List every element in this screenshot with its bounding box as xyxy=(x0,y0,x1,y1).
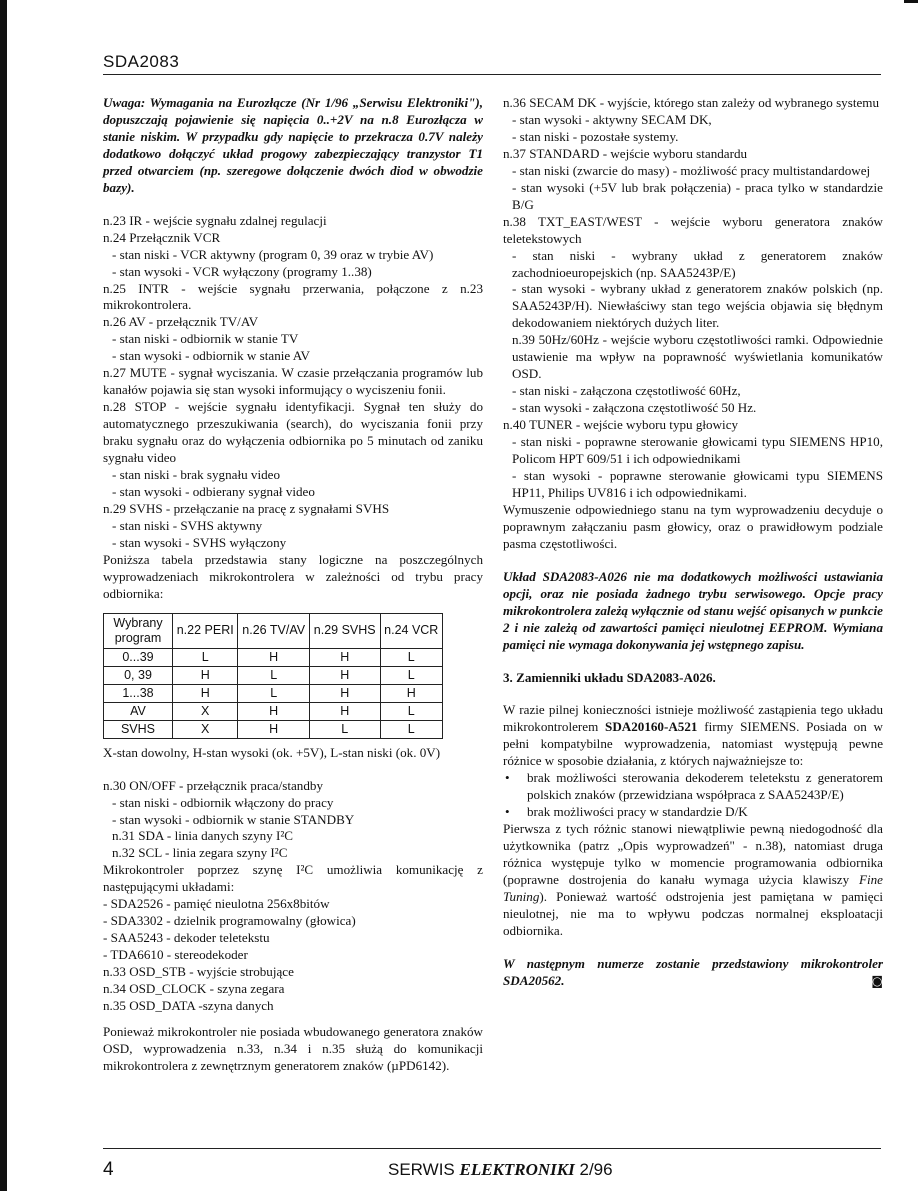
magazine-brand: ELEKTRONIKI xyxy=(459,1160,575,1179)
pin-n39: n.39 50Hz/60Hz - wejście wyboru częstotliwości ramki. Odpowiednie ustawienie ma wpływ na poprawność wyświetlania komunikatów OSD. xyxy=(512,332,883,382)
pin-n38-high: - stan wysoki - wybrany układ z generatorem znaków polskich (np. SAA5243P/H). Niewłaściwy stan tego wejścia objawia się błędnym dekodowaniem niektórych dużych liter. xyxy=(512,281,883,331)
pin-n28-low: - stan niski - brak sygnału video xyxy=(112,467,281,483)
pin-n28-high: - stan wysoki - odbierany sygnał video xyxy=(112,483,315,499)
table-row xyxy=(104,702,443,720)
pin-n26-high: - stan wysoki - odbiornik w stanie AV xyxy=(112,348,310,364)
pin-n33: n.33 OSD_STB - wyjście strobujące xyxy=(103,964,294,980)
tuner-paragraph: Wymuszenie odpowiedniego stanu na tym wyprowadzeniu decyduje o poprawnym załączaniu pasm głowicy, oraz o prawidłowym podziale pasma częstotliwości. xyxy=(503,501,883,551)
table-header-row xyxy=(104,613,443,648)
right-column xyxy=(503,95,883,990)
replacement-text: firmy SIEMENS. Posiada on w pełni kompatybilne wyprowadzenia, natomiast występują pewne różnice w sposobie działania, z których najważniejsze to: xyxy=(503,719,883,769)
table-cell: L xyxy=(380,720,443,738)
table-cell: H xyxy=(238,702,310,720)
options-emphasis: Układ SDA2083-A026 nie ma dodatkowych możliwości ustawiania opcji, oraz nie posiada żadnego trybu serwisowego. Opcje pracy mikrokontrolera zależą wyłącznie od stanu wejść opisanych w punkcie 2 i nie zależą od zawartości pamięci nieulotnej EEPROM. Wymiana pamięci nie wymaga dokonywania jej wstępnego zapisu. xyxy=(503,568,883,652)
pin-n36-high: - stan wysoki - aktywny SECAM DK, xyxy=(512,111,712,127)
table-cell: SVHS xyxy=(104,720,173,738)
table-cell: H xyxy=(309,702,380,720)
pin-n26-low: - stan niski - odbiornik w stanie TV xyxy=(112,331,299,347)
table-header-cell: n.29 SVHS xyxy=(309,613,380,648)
pin-n24-low: - stan niski - VCR aktywny (program 0, 39 oraz w trybie AV) xyxy=(112,246,434,262)
pin-n34: n.34 OSD_CLOCK - szyna zegara xyxy=(103,981,285,997)
table-row xyxy=(104,684,443,702)
table-cell: H xyxy=(380,684,443,702)
fine-tuning-key: Fine Tuning xyxy=(503,871,883,904)
table-cell: H xyxy=(173,684,238,702)
scan-corner-mark xyxy=(904,0,918,3)
pin-n37-high: - stan wysoki (+5V lub brak połączenia) - praca tylko w standardzie B/G xyxy=(512,179,883,212)
table-cell: 0...39 xyxy=(104,648,173,666)
i2c-device: - TDA6610 - stereodekoder xyxy=(103,947,248,963)
footer-rule xyxy=(103,1148,881,1149)
pin-n40-high: - stan wysoki - poprawne sterowanie głowicami typu SIEMENS HP11, Philips UV816 i ich odpowiednikami. xyxy=(512,467,883,500)
pin-n39-high: - stan wysoki - załączona częstotliwość 50 Hz. xyxy=(512,400,757,416)
end-of-article-icon: ◙ xyxy=(871,973,883,988)
logic-states-table xyxy=(103,613,443,739)
pin-n30-low: - stan niski - odbiornik włączony do pracy xyxy=(112,794,334,810)
table-cell: L xyxy=(238,684,310,702)
pin-n40: n.40 TUNER - wejście wyboru typu głowicy xyxy=(503,417,739,433)
pin-n27: n.27 MUTE - sygnał wyciszania. W czasie przełączania programów lub kanałów pojawia się stan wysoki informujący o wyciszeniu fonii. xyxy=(103,365,483,398)
pin-n29-high: - stan wysoki - SVHS wyłączony xyxy=(112,534,287,550)
differences-paragraph xyxy=(503,821,883,940)
table-cell: 1...38 xyxy=(104,684,173,702)
pin-n36: n.36 SECAM DK - wyjście, którego stan zależy od wybranego systemu xyxy=(503,95,880,110)
table-cell: L xyxy=(380,666,443,684)
pin-n30: n.30 ON/OFF - przełącznik praca/standby xyxy=(103,777,323,793)
osd-paragraph: Ponieważ mikrokontroler nie posiada wbudowanego generatora znaków OSD, wyprowadzenia n.33, n.34 i n.35 służą do komunikacji mikrokontrolera z zewnętrznym generatorem znaków (µPD6142). xyxy=(103,1023,483,1073)
pin-n24-high: - stan wysoki - VCR wyłączony (programy 1..38) xyxy=(112,263,372,279)
pin-n37-low: - stan niski (zwarcie do masy) - możliwość pracy multistandardowej xyxy=(512,162,871,178)
difference-item: • brak możliwości sterowania dekoderem teletekstu z generatorem polskich znaków (przewidziana współpraca z SAA5243P/E) xyxy=(503,770,883,804)
table-header-cell: Wybrany program xyxy=(104,613,173,648)
table-cell: AV xyxy=(104,702,173,720)
table-cell: L xyxy=(173,648,238,666)
pin-n39-low: - stan niski - załączona częstotliwość 60Hz, xyxy=(512,383,741,399)
differences-text: Pierwsza z tych różnic stanowi niewątpliwie pewną niedogodność dla użytkownika (patrz „Opis wyprowadzeń" - n.38), natomiast druga różnica występuje tylko w momencie programowania odbiornika (poprawne dostrojenia do kanału wymaga użycia klawiszy xyxy=(503,821,883,887)
table-cell: L xyxy=(380,702,443,720)
next-issue-note xyxy=(503,956,883,990)
table-cell: H xyxy=(238,648,310,666)
replacement-paragraph xyxy=(503,702,883,770)
table-row xyxy=(104,720,443,738)
page-header-title: SDA2083 xyxy=(103,52,180,71)
page-number: 4 xyxy=(103,1159,114,1180)
header-rule xyxy=(103,74,881,75)
pin-n38: n.38 TXT_EAST/WEST - wejście wyboru generatora znaków teletekstowych xyxy=(503,213,883,246)
i2c-device: - SDA2526 - pamięć nieulotna 256x8bitów xyxy=(103,896,330,912)
pin-n31: n.31 SDA - linia danych szyny I²C xyxy=(112,828,294,844)
magazine-prefix: SERWIS xyxy=(388,1160,455,1179)
pin-n29: n.29 SVHS - przełączanie na pracę z sygnałami SVHS xyxy=(103,500,390,516)
pin-n35: n.35 OSD_DATA -szyna danych xyxy=(103,997,274,1013)
table-intro: Poniższa tabela przedstawia stany logiczne na poszczególnych wyprowadzeniach mikrokontrolera w zależności od trybu pracy odbiornika: xyxy=(103,551,483,601)
pin-n36-low: - stan niski - pozostałe systemy. xyxy=(512,128,679,144)
table-cell: H xyxy=(238,720,310,738)
next-issue-text: W następnym numerze zostanie przedstawiony mikrokontroler SDA20562. xyxy=(503,955,883,988)
table-cell: H xyxy=(309,684,380,702)
pin-n24: n.24 Przełącznik VCR xyxy=(103,229,221,245)
i2c-intro: Mikrokontroler poprzez szynę I²C umożliwia komunikację z następującymi układami: xyxy=(103,862,483,895)
pin-n23: n.23 IR - wejście sygnału zdalnej regulacji xyxy=(103,212,327,228)
left-column xyxy=(103,95,483,1075)
differences-text: ). Ponieważ wartość odstrojenia jest pamiętana w pamięci nieulotnej, nie ma to wpływu podczas normalnej eksploatacji odbiornika. xyxy=(503,888,883,938)
pin-n26: n.26 AV - przełącznik TV/AV xyxy=(103,314,259,330)
table-header-cell: n.24 VCR xyxy=(380,613,443,648)
magazine-footer xyxy=(388,1160,613,1180)
pin-n40-low: - stan niski - poprawne sterowanie głowicami typu SIEMENS HP10, Policom HPT 609/51 i ich odpowiednikami xyxy=(512,434,883,467)
replacement-chip: SDA20160-A521 xyxy=(605,719,698,735)
table-row xyxy=(104,648,443,666)
pin-n28: n.28 STOP - wejście sygnału identyfikacji. Sygnał ten służy do automatycznego przeszukiwania (search), do wyciszania fonii przy braku sygnału oraz do wyłączenia odbiornika po 5 minutach od zaniku sygnału video xyxy=(103,399,483,466)
table-cell: H xyxy=(173,666,238,684)
pin-n32: n.32 SCL - linia zegara szyny I²C xyxy=(112,845,288,861)
i2c-device: - SDA3302 - dzielnik programowalny (głowica) xyxy=(103,913,356,929)
table-cell: L xyxy=(309,720,380,738)
table-cell: L xyxy=(238,666,310,684)
issue-number: 2/96 xyxy=(579,1160,613,1179)
table-cell: H xyxy=(309,666,380,684)
pin-n25: n.25 INTR - wejście sygnału przerwania, połączone z n.23 mikrokontrolera. xyxy=(103,280,483,313)
pin-n38-low: - stan niski - wybrany układ z generatorem znaków zachodnioeuropejskich (np. SAA5243P/E) xyxy=(512,247,883,280)
table-cell: L xyxy=(380,648,443,666)
table-legend: X-stan dowolny, H-stan wysoki (ok. +5V), L-stan niski (ok. 0V) xyxy=(103,744,441,760)
table-cell: X xyxy=(173,720,238,738)
table-header-cell: n.22 PERI xyxy=(173,613,238,648)
difference-item: • brak możliwości pracy w standardzie D/K xyxy=(503,804,883,821)
table-cell: H xyxy=(309,648,380,666)
table-cell: 0, 39 xyxy=(104,666,173,684)
replacement-text: W razie pilnej konieczności istnieje możliwość zastąpienia tego układu mikrokontrolerem xyxy=(503,702,883,735)
note-paragraph: Uwaga: Wymagania na Eurozłącze (Nr 1/96 „Serwisu Elektroniki"), dopuszczają pojawienie się napięcia 0..+2V na n.8 Eurozłącza w stanie niskim. W przypadku gdy napięcie to przekracza 0.7V należy dodatkowo dołączyć układ progowy zabezpieczający tranzystor T1 przed otwarciem (np. szeregowe dołączenie dwóch diod w obwodzie bazy). xyxy=(103,95,483,195)
pin-n29-low: - stan niski - SVHS aktywny xyxy=(112,517,263,533)
scan-binding-edge xyxy=(0,0,7,1191)
i2c-device: - SAA5243 - dekoder teletekstu xyxy=(103,930,270,946)
pin-n37: n.37 STANDARD - wejście wyboru standardu xyxy=(503,145,748,161)
table-row xyxy=(104,666,443,684)
table-cell: X xyxy=(173,702,238,720)
table-header-cell: n.26 TV/AV xyxy=(238,613,310,648)
pin-n30-high: - stan wysoki - odbiornik w stanie STANDBY xyxy=(112,811,355,827)
section-heading: 3. Zamienniki układu SDA2083-A026. xyxy=(503,669,716,685)
